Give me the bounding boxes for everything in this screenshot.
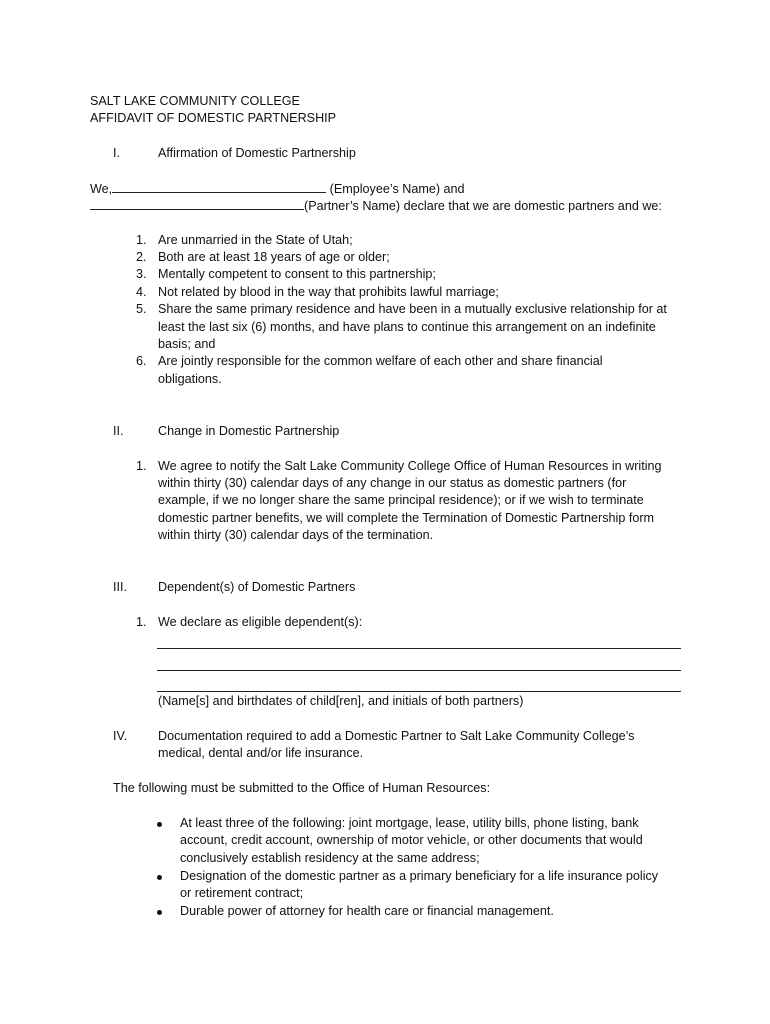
section-4-heading-continued: medical, dental and/or life insurance. — [158, 746, 364, 760]
list-item-continued: basis; and — [158, 337, 216, 351]
list-item-number: 4. — [136, 285, 147, 299]
bullet-item-continued: conclusively establish residency at the same address; — [180, 851, 480, 865]
submission-intro: The following must be submitted to the Office of Human Resources: — [113, 781, 491, 795]
bullet-item: Durable power of attorney for health care or financial management. — [180, 904, 554, 918]
list-item-continued: obligations. — [158, 372, 222, 386]
college-name: SALT LAKE COMMUNITY COLLEGE — [90, 94, 300, 108]
bullet-item: At least three of the following: joint mortgage, lease, utility bills, phone listing, bank — [180, 816, 639, 830]
list-item-number: 5. — [136, 302, 147, 316]
list-item: Are unmarried in the State of Utah; — [158, 233, 353, 247]
list-item: Both are at least 18 years of age or older; — [158, 250, 390, 264]
section-1-heading: Affirmation of Domestic Partnership — [158, 146, 356, 160]
dependent-caption: (Name[s] and birthdates of child[ren], and initials of both partners) — [158, 694, 524, 708]
partner-line — [90, 197, 662, 216]
paragraph-line: within thirty (30) calendar days of any change in our status as domestic partners (for — [158, 476, 627, 490]
document-title: AFFIDAVIT OF DOMESTIC PARTNERSHIP — [90, 111, 337, 125]
partner-name-label: (Partner’s Name) declare that we are domestic partners and we: — [304, 199, 662, 213]
employee-name-label: (Employee’s Name) and — [329, 182, 465, 196]
section-4-numeral: IV. — [113, 729, 128, 743]
list-item: Share the same primary residence and have been in a mutually exclusive relationship for at — [158, 302, 667, 316]
dependent-line-2[interactable] — [157, 670, 681, 671]
list-item: Not related by blood in the way that prohibits lawful marriage; — [158, 285, 499, 299]
section-2-heading: Change in Domestic Partnership — [158, 424, 340, 438]
list-item-number: 3. — [136, 267, 147, 281]
dependent-line-1[interactable] — [157, 648, 681, 649]
list-item-number: 2. — [136, 250, 147, 264]
list-item-number: 6. — [136, 354, 147, 368]
paragraph-line: We agree to notify the Salt Lake Community College Office of Human Resources in writing — [158, 459, 662, 473]
section-1-numeral: I. — [113, 146, 120, 160]
paragraph-line: within thirty (30) calendar days of the termination. — [158, 528, 434, 542]
bullet-item-continued: account, credit account, ownership of motor vehicle, or other documents that would — [180, 833, 643, 847]
paragraph-line: domestic partner benefits, we will complete the Termination of Domestic Partnership form — [158, 511, 655, 525]
bullet-icon — [157, 875, 162, 880]
dependent-line-3[interactable] — [157, 691, 681, 692]
section-3-heading: Dependent(s) of Domestic Partners — [158, 580, 356, 594]
list-item: Mentally competent to consent to this partnership; — [158, 267, 436, 281]
bullet-item: Designation of the domestic partner as a primary beneficiary for a life insurance policy — [180, 869, 659, 883]
partner-name-field[interactable] — [90, 197, 304, 210]
section-4-heading: Documentation required to add a Domestic Partner to Salt Lake Community College’s — [158, 729, 635, 743]
list-item-number: 1. — [136, 459, 147, 473]
bullet-item-continued: or retirement contract; — [180, 886, 304, 900]
bullet-icon — [157, 910, 162, 915]
we-prefix: We, — [90, 182, 113, 196]
list-item: Are jointly responsible for the common welfare of each other and share financial — [158, 354, 603, 368]
section-2-numeral: II. — [113, 424, 124, 438]
section-3-numeral: III. — [113, 580, 127, 594]
bullet-icon — [157, 822, 162, 827]
list-item-number: 1. — [136, 233, 147, 247]
employee-line — [90, 180, 465, 199]
list-item-continued: least the last six (6) months, and have plans to continue this arrangement on an indefinite — [158, 320, 656, 334]
list-item-number: 1. — [136, 615, 147, 629]
employee-name-field[interactable] — [112, 180, 326, 193]
paragraph-line: example, if we no longer share the same principal residence); or if we wish to terminate — [158, 493, 644, 507]
list-item: We declare as eligible dependent(s): — [158, 615, 363, 629]
